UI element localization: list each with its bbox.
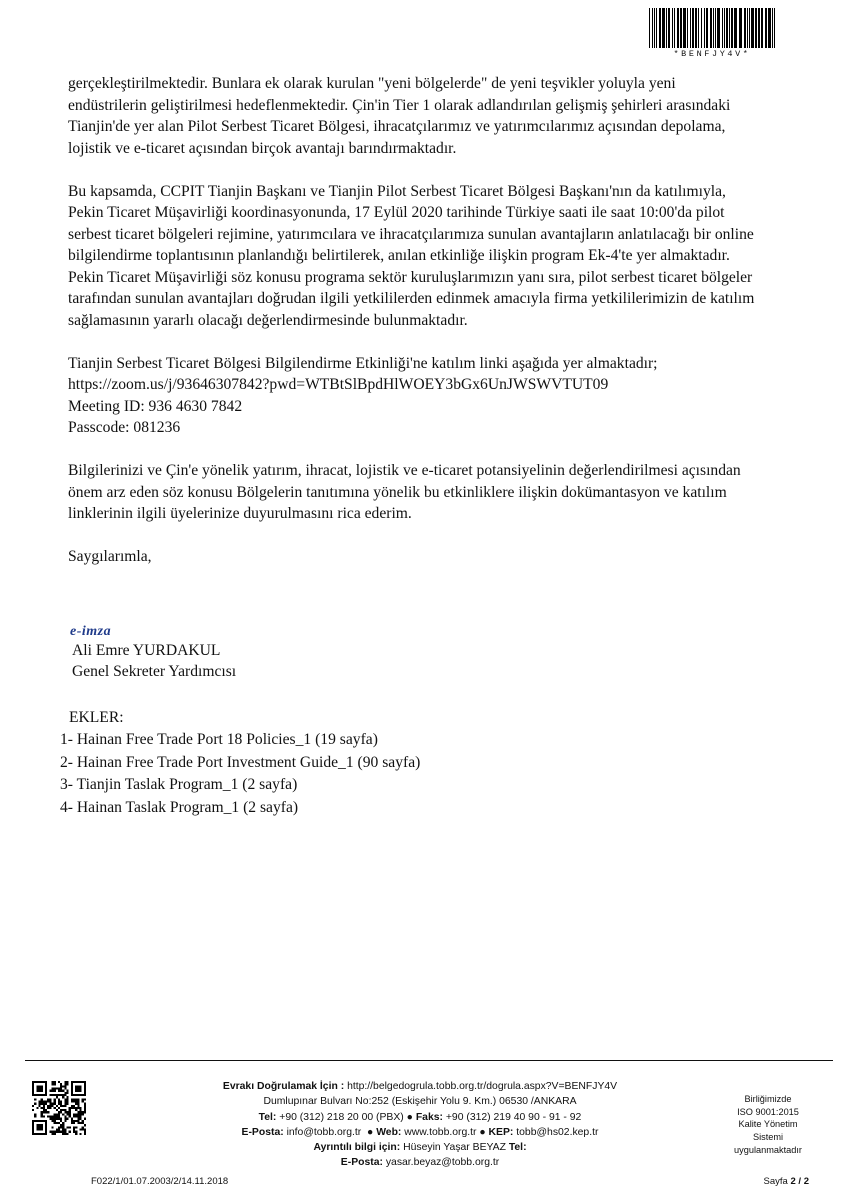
signer-name: Ali Emre YURDAKUL: [72, 642, 221, 659]
fax-label: Faks:: [415, 1111, 443, 1123]
signature-block: [70, 624, 236, 682]
body-line: endüstrilerin geliştirilmesi hedeflenmektedir. Çin'in Tier 1 olarak adlandırılan gelişmiş şehirleri arasındaki: [68, 96, 731, 114]
page-separator: /: [795, 1176, 804, 1187]
footer-contact: [160, 1079, 680, 1171]
document-barcode: [648, 8, 776, 58]
body-line: tarafından sunulan avantajları doğrudan ilgili yetkililerden edinmek amacıyla firma yetkililerimizin de katılım: [68, 290, 755, 307]
email-value[interactable]: info@tobb.org.tr: [286, 1126, 362, 1138]
body-line: lojistik ve e-ticaret açısından birçok avantajı barındırmaktadır.: [68, 139, 457, 157]
iso-note: [720, 1093, 816, 1157]
body-line: Pekin Ticaret Müşavirliği koordinasyonunda, 17 Eylül 2020 tarihinde Türkiye saati ile saat 10:00'da pilot: [68, 204, 725, 221]
signer-title: Genel Sekreter Yardımcısı: [72, 663, 237, 680]
footer-verify-line: [160, 1079, 680, 1094]
footer-web-line: E-Posta: info@tobb.org.tr ● Web: www.tobb.org.tr ● KEP: tobb@hs02.kep.tr: [241, 1126, 599, 1138]
body-line: sağlamasının yararlı olacağı değerlendirmesinde bulunmaktadır.: [68, 311, 468, 329]
meeting-id: Meeting ID: 936 4630 7842: [68, 397, 243, 415]
meeting-passcode: Passcode: 081236: [68, 419, 181, 436]
body-line: Tianjin Serbest Ticaret Bölgesi Bilgilendirme Etkinliği'ne katılım linki aşağıda yer almaktadır;: [68, 354, 658, 372]
body-line: Pekin Ticaret Müşavirliği söz konusu programa sektör kuruluşlarımızın yanı sıra, pilot serbest ticaret bölgeler: [68, 268, 753, 286]
body-line: Bilgilerinizi ve Çin'e yönelik yatırım, ihracat, lojistik ve e-ticaret potansiyelinin değerlendirilmesi açısından: [68, 462, 741, 479]
footer-address: Dumlupınar Bulvarı No:252 (Eskişehir Yolu 9. Km.) 06530 /ANKARA: [263, 1096, 577, 1108]
email-label: E-Posta:: [241, 1126, 284, 1138]
footer-phone-line: Tel: +90 (312) 218 20 00 (PBX) ● Faks: +90 (312) 219 40 90 - 91 - 92: [258, 1111, 582, 1123]
web-label: Web:: [376, 1126, 402, 1138]
page-number: [764, 1176, 809, 1187]
contact-label: Ayrıntılı bilgi için:: [313, 1142, 401, 1154]
attachment-item: 3- Tianjin Taslak Program_1 (2 sayfa): [60, 776, 298, 794]
body-line: bilgilendirme toplantısının planlandığı belirtilerek, anılan etkinliğe ilişkin program Ek-4'te yer almaktadır.: [68, 247, 730, 264]
body-line: Tianjin'de yer alan Pilot Serbest Ticaret Bölgesi, ihracatçılarımız ve yatırımcılarımız açısından depolama,: [68, 118, 726, 135]
tel-value: +90 (312) 218 20 00 (PBX): [279, 1111, 404, 1123]
web-value[interactable]: www.tobb.org.tr: [404, 1126, 477, 1138]
footer-contact-person: [160, 1140, 680, 1155]
paragraph-4: [68, 460, 784, 525]
attachment-item: 4- Hainan Taslak Program_1 (2 sayfa): [60, 798, 299, 816]
attachment-item: 2- Hainan Free Trade Port Investment Guide_1 (90 sayfa): [60, 753, 421, 771]
page-label: Sayfa: [763, 1176, 788, 1187]
contact-tel-label: Tel:: [508, 1142, 527, 1154]
closing-text: Saygılarımla,: [68, 548, 152, 565]
paragraph-3: [68, 353, 784, 439]
attachments-title: EKLER:: [69, 709, 124, 726]
e-signature-mark: e-imza: [70, 624, 112, 639]
barcode-text: *BENFJY4V*: [673, 49, 751, 59]
iso-line: ISO 9001:2015: [737, 1106, 799, 1117]
footer-divider: [25, 1060, 833, 1061]
kep-value[interactable]: tobb@hs02.kep.tr: [516, 1126, 599, 1138]
page-current: 2: [790, 1176, 796, 1187]
body-line: linklerinin ilgili üyelerinize duyurulmasını rica ederim.: [68, 505, 412, 522]
body-line: serbest ticaret bölgeleri rejimine, yatırımcılara ve ihracatçılarımıza sunulan avantajların anlatılacağı bir online: [68, 225, 754, 243]
body-line: Bu kapsamda, CCPIT Tianjin Başkanı ve Tianjin Pilot Serbest Ticaret Bölgesi Başkanı'nın da katılımıyla,: [68, 182, 726, 200]
letter-body: [68, 73, 784, 568]
tel-label: Tel:: [258, 1111, 277, 1123]
contact-name: Hüseyin Yaşar BEYAZ: [403, 1142, 506, 1154]
contact-email-value[interactable]: yasar.beyaz@tobb.org.tr: [385, 1157, 500, 1169]
body-line: önem arz eden söz konusu Bölgelerin tanıtımına yönelik bu etkinliklere ilişkin dokümantasyon ve katılım: [68, 483, 727, 501]
fax-value: +90 (312) 219 40 90 - 91 - 92: [445, 1111, 582, 1123]
body-line: gerçekleştirilmektedir. Bunlara ek olarak kurulan "yeni bölgelerde" de yeni teşvikler yoluyla yeni: [68, 75, 676, 92]
kep-label: KEP:: [488, 1126, 514, 1138]
contact-email-label: E-Posta:: [340, 1157, 383, 1169]
iso-line: uygulanmaktadır: [734, 1144, 802, 1155]
paragraph-1: [68, 73, 784, 159]
verify-label: Evrakı Doğrulamak İçin :: [222, 1081, 345, 1092]
verify-url[interactable]: http://belgedogrula.tobb.org.tr/dogrula.aspx?V=BENFJY4V: [347, 1081, 618, 1092]
form-code: F022/1/01.07.2003/2/14.11.2018: [91, 1176, 229, 1187]
page-total: 2: [803, 1176, 809, 1187]
barcode-icon: [648, 8, 776, 48]
footer-contact-email: [160, 1155, 680, 1170]
qr-code-icon: [32, 1081, 86, 1135]
meeting-link[interactable]: https://zoom.us/j/93646307842?pwd=WTBtSlBpdHlWOEY3bGx6UnJWSWVTUT09: [68, 376, 609, 393]
iso-line: Sistemi: [752, 1132, 784, 1143]
iso-line: Birliğimizde: [744, 1094, 792, 1104]
iso-line: Kalite Yönetim: [738, 1119, 798, 1130]
paragraph-2: [68, 181, 784, 332]
attachment-item: 1- Hainan Free Trade Port 18 Policies_1 (19 sayfa): [60, 731, 378, 749]
attachments-list: [60, 707, 420, 819]
